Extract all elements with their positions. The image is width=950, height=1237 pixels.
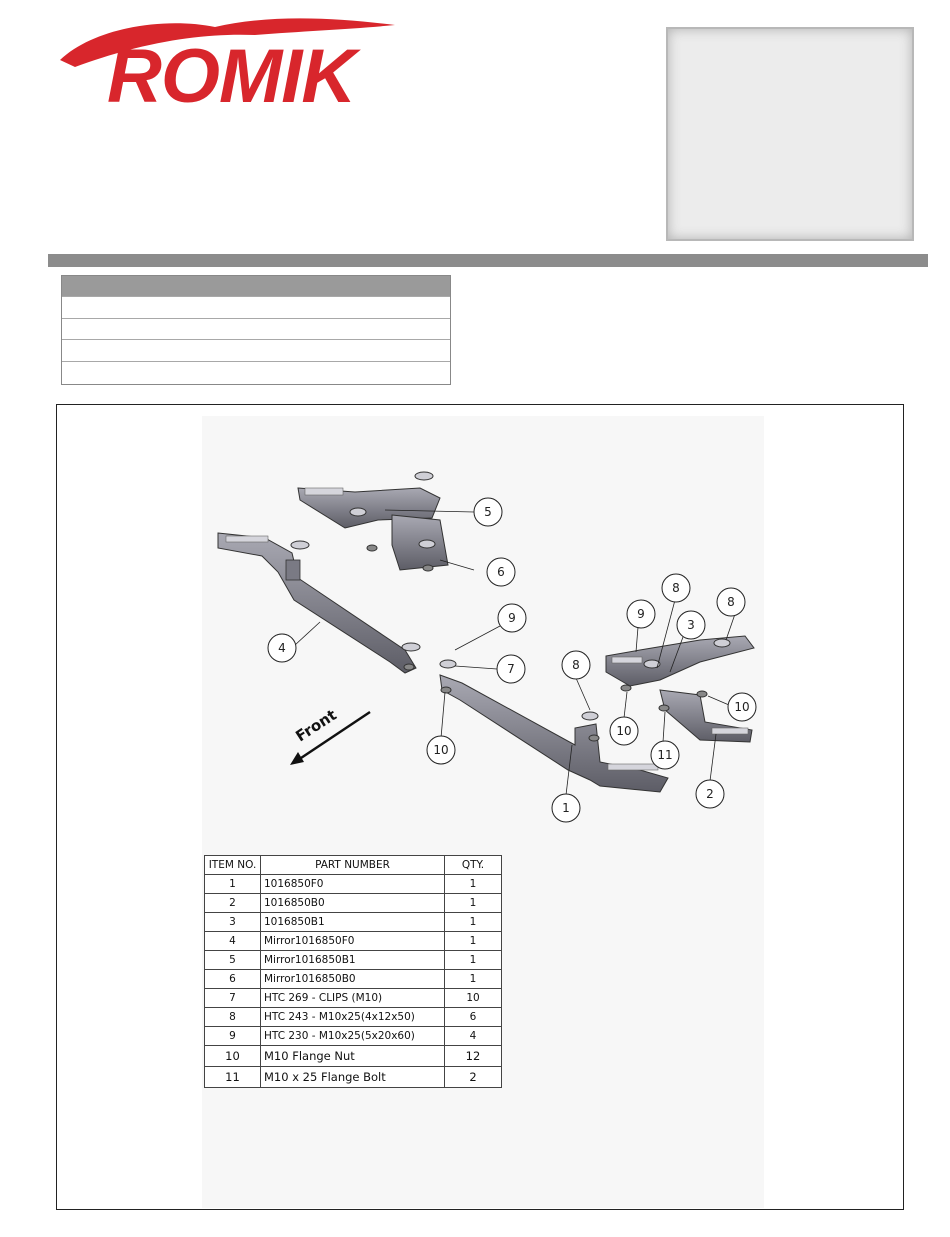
bom-part: Mirror1016850F0 bbox=[261, 932, 445, 951]
callout-5 bbox=[474, 498, 502, 526]
bom-part: HTC 243 - M10x25(4x12x50) bbox=[261, 1008, 445, 1027]
bom-row bbox=[205, 951, 502, 970]
callout-1 bbox=[552, 794, 580, 822]
part-5-6-upper-bracket bbox=[298, 472, 448, 571]
bom-header-part: PART NUMBER bbox=[261, 856, 445, 875]
bom-item: 4 bbox=[205, 932, 261, 951]
logo-wordmark: ROMIK bbox=[107, 34, 356, 119]
bill-of-materials bbox=[204, 855, 502, 1088]
bom-row bbox=[205, 894, 502, 913]
bom-item: 1 bbox=[205, 875, 261, 894]
bom-row bbox=[205, 932, 502, 951]
callout-10 bbox=[728, 693, 756, 721]
svg-text:2: 2 bbox=[706, 787, 714, 801]
bom-header-row bbox=[205, 856, 502, 875]
bom-qty: 2 bbox=[445, 1067, 502, 1088]
part-4-left-front-rail bbox=[218, 533, 420, 673]
callout-9 bbox=[498, 604, 526, 632]
svg-text:6: 6 bbox=[497, 565, 505, 579]
svg-text:8: 8 bbox=[572, 658, 580, 672]
svg-text:10: 10 bbox=[734, 700, 750, 714]
callout-2 bbox=[696, 780, 724, 808]
bom-row bbox=[205, 875, 502, 894]
bom-row bbox=[205, 1067, 502, 1088]
callout-11 bbox=[651, 741, 679, 769]
bom-part: HTC 230 - M10x25(5x20x60) bbox=[261, 1027, 445, 1046]
bom-item: 3 bbox=[205, 913, 261, 932]
front-label: Front bbox=[292, 705, 340, 746]
bom-item: 11 bbox=[205, 1067, 261, 1088]
bom-qty: 6 bbox=[445, 1008, 502, 1027]
callout-4 bbox=[268, 634, 296, 662]
svg-text:9: 9 bbox=[637, 607, 645, 621]
bom-item: 7 bbox=[205, 989, 261, 1008]
callout-9 bbox=[627, 600, 655, 628]
callout-8 bbox=[717, 588, 745, 616]
callout-3 bbox=[677, 611, 705, 639]
bom-header-item: ITEM NO. bbox=[205, 856, 261, 875]
bom-qty: 1 bbox=[445, 951, 502, 970]
bom-qty: 1 bbox=[445, 894, 502, 913]
bom-item: 10 bbox=[205, 1046, 261, 1067]
svg-text:7: 7 bbox=[507, 662, 515, 676]
bom-part: 1016850B0 bbox=[261, 894, 445, 913]
bom-qty: 1 bbox=[445, 913, 502, 932]
bom-item: 9 bbox=[205, 1027, 261, 1046]
callout-8 bbox=[662, 574, 690, 602]
bom-part: Mirror1016850B1 bbox=[261, 951, 445, 970]
bom-row bbox=[205, 1027, 502, 1046]
bom-part: M10 x 25 Flange Bolt bbox=[261, 1067, 445, 1088]
bom-row bbox=[205, 989, 502, 1008]
bom-item: 2 bbox=[205, 894, 261, 913]
front-direction-arrow bbox=[290, 706, 370, 765]
bom-qty: 10 bbox=[445, 989, 502, 1008]
bom-item: 6 bbox=[205, 970, 261, 989]
bom-part: 1016850F0 bbox=[261, 875, 445, 894]
bom-row bbox=[205, 913, 502, 932]
bom-item: 5 bbox=[205, 951, 261, 970]
bom-part: Mirror1016850B0 bbox=[261, 970, 445, 989]
svg-text:1: 1 bbox=[562, 801, 570, 815]
bom-qty: 12 bbox=[445, 1046, 502, 1067]
svg-text:10: 10 bbox=[616, 724, 632, 738]
bom-part: HTC 269 - CLIPS (M10) bbox=[261, 989, 445, 1008]
bom-part: 1016850B1 bbox=[261, 913, 445, 932]
callout-8 bbox=[562, 651, 590, 679]
bom-part: M10 Flange Nut bbox=[261, 1046, 445, 1067]
callout-6 bbox=[487, 558, 515, 586]
bom-qty: 4 bbox=[445, 1027, 502, 1046]
bom-qty: 1 bbox=[445, 970, 502, 989]
bom-row bbox=[205, 1008, 502, 1027]
svg-text:11: 11 bbox=[657, 748, 673, 762]
bom-qty: 1 bbox=[445, 932, 502, 951]
bom-row bbox=[205, 1046, 502, 1067]
callout-10 bbox=[610, 717, 638, 745]
svg-text:4: 4 bbox=[278, 641, 286, 655]
callout-10 bbox=[427, 736, 455, 764]
bom-qty: 1 bbox=[445, 875, 502, 894]
svg-text:10: 10 bbox=[433, 743, 449, 757]
svg-text:8: 8 bbox=[727, 595, 735, 609]
svg-text:3: 3 bbox=[687, 618, 695, 632]
svg-text:8: 8 bbox=[672, 581, 680, 595]
bom-header-qty: QTY. bbox=[445, 856, 502, 875]
bom-row bbox=[205, 970, 502, 989]
bom-item: 8 bbox=[205, 1008, 261, 1027]
svg-text:5: 5 bbox=[484, 505, 492, 519]
callout-7 bbox=[497, 655, 525, 683]
svg-text:9: 9 bbox=[508, 611, 516, 625]
